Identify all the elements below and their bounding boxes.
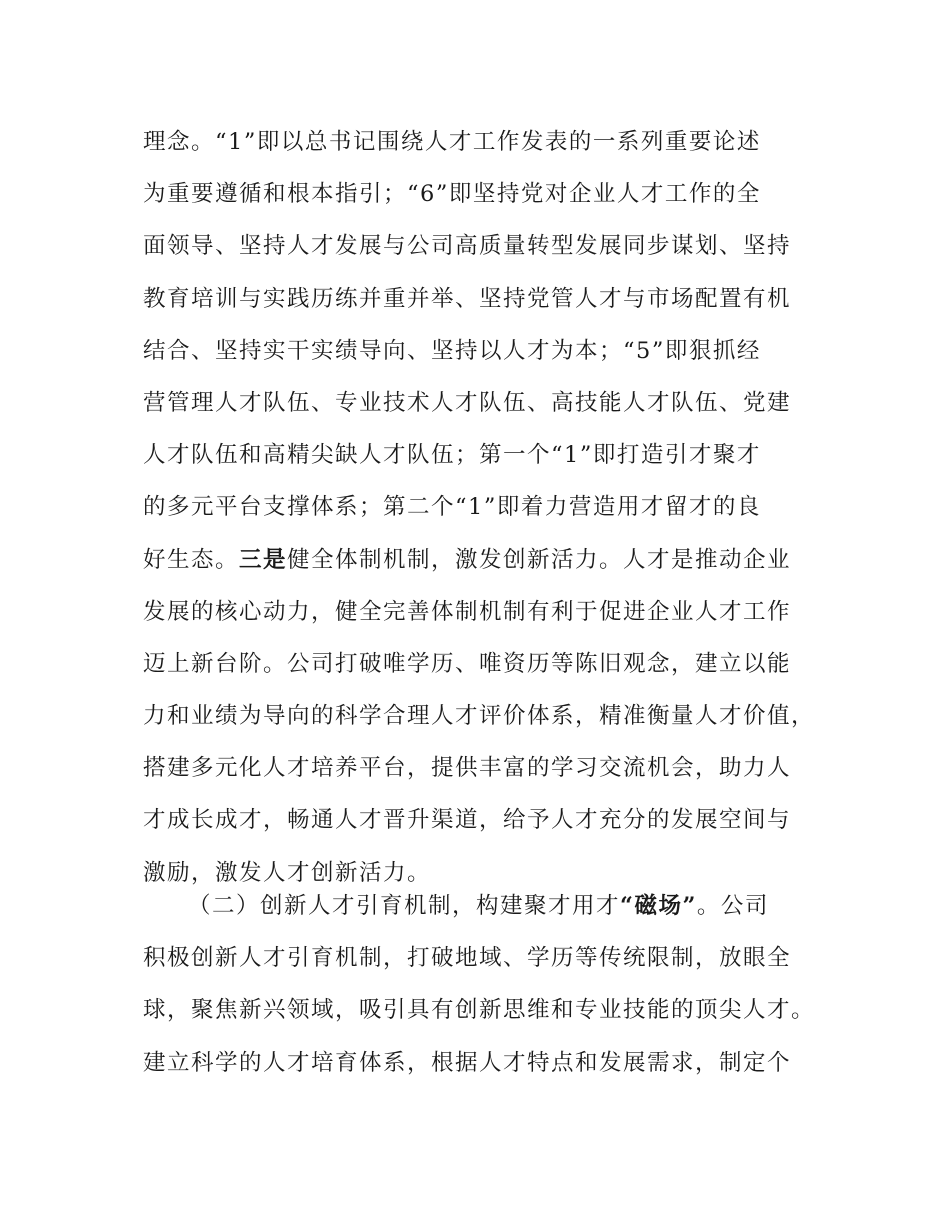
text-line: 教育培训与实践历练并重并举、坚持党管人才与市场配置有机 xyxy=(143,285,792,312)
text-fragment: 健全体制机制，激发创新活力。人才是推动企业 xyxy=(287,546,792,573)
text-line: 面领导、坚持人才发展与公司高质量转型发展同步谋划、坚持 xyxy=(143,233,792,260)
text-line: 力和业绩为导向的科学合理人才评价体系，精准衡量人才价值， xyxy=(143,703,816,730)
heading-bold-term: “磁场” xyxy=(620,893,697,919)
text-line: 搭建多元化人才培养平台，提供丰富的学习交流机会，助力人 xyxy=(143,755,792,782)
bold-point-label: 三是 xyxy=(239,546,288,573)
text-line: 建立科学的人才培育体系，根据人才特点和发展需求，制定个 xyxy=(143,1049,792,1076)
paragraph-talent-introduction xyxy=(143,880,816,1089)
text-line: 球，聚焦新兴领域，吸引具有创新思维和专业技能的顶尖人才。 xyxy=(143,997,816,1024)
text-line: 才成长成才，畅通人才晋升渠道，给予人才充分的发展空间与 xyxy=(143,807,792,834)
text-line: 为重要遵循和根本指引；“6”即坚持党对企业人才工作的全 xyxy=(143,181,761,208)
text-line: 发展的核心动力，健全完善体制机制有利于促进企业人才工作 xyxy=(143,598,792,625)
section-heading: （二）创新人才引育机制，构建聚才用才 xyxy=(188,893,621,919)
text-line: 人才队伍和高精尖缺人才队伍；第一个“1”即打造引才聚才 xyxy=(143,442,761,469)
text-line: 迈上新台阶。公司打破唯学历、唯资历等陈旧观念，建立以能 xyxy=(143,650,792,677)
text-line: 理念。“1”即以总书记围绕人才工作发表的一系列重要论述 xyxy=(143,129,761,155)
text-line xyxy=(143,534,813,586)
text-line: 积极创新人才引育机制，打破地域、学历等传统限制，放眼全 xyxy=(143,945,792,972)
text-line: 结合、坚持实干实绩导向、坚持以人才为本；“5”即狠抓经 xyxy=(143,337,761,364)
paragraph-talent-system xyxy=(143,116,816,899)
text-line: 营管理人才队伍、专业技术人才队伍、高技能人才队伍、党建 xyxy=(143,389,792,416)
text-line: 激励，激发人才创新活力。 xyxy=(143,859,432,886)
text-fragment: 。公司 xyxy=(696,893,769,919)
text-fragment: 好生态。 xyxy=(143,546,240,573)
section-heading-line xyxy=(143,880,813,932)
text-line: 的多元平台支撑体系；第二个“1”即着力营造用才留才的良 xyxy=(143,494,761,521)
